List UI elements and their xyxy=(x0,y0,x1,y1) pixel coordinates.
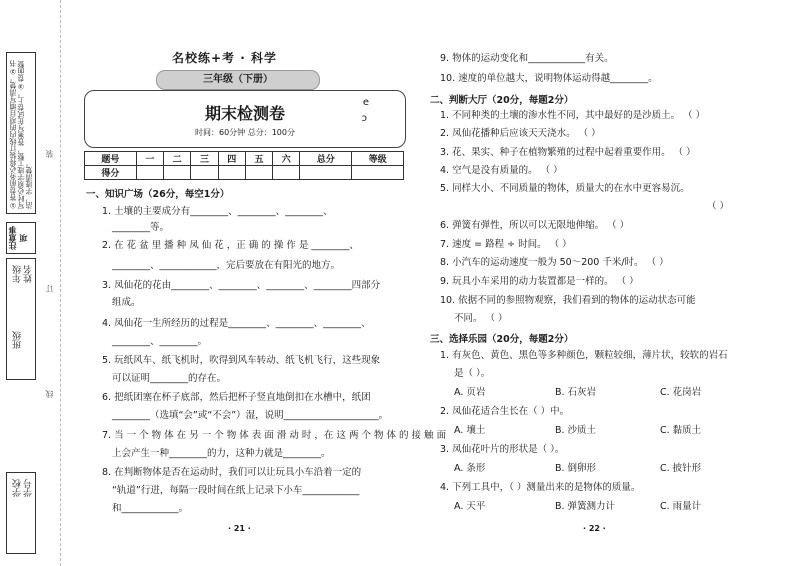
question-6-line-2: ________（选填“会”或“不会”）湿，说明____________________。 xyxy=(112,410,389,421)
judge-5-line-2: （ ） xyxy=(707,201,730,212)
student-info-box xyxy=(6,258,36,380)
judge-3: 3. 花、果实、种子在植物繁殖的过程中起着重要作用。 （ ） xyxy=(440,147,696,158)
question-8-line-2: “轨道”行进，每隔一段时间在纸上记录下小车____________ xyxy=(112,485,360,496)
score-table xyxy=(84,151,404,180)
score-cell[interactable] xyxy=(300,166,352,180)
question-4-line-2: ________、________。 xyxy=(112,336,208,347)
judge-5-line-1: 5. 同样大小、不同质量的物体，质量大的在水中更容易沉。 xyxy=(440,183,690,194)
question-2-line-2: ________、____________，完后要放在有阳光的地方。 xyxy=(112,260,341,271)
judge-6: 6. 弹簧有弹性，所以可以无限地伸缩。 （ ） xyxy=(440,220,630,231)
binding-strip xyxy=(0,0,61,566)
question-1-line-1: 1. 土壤的主要成分有________、________、________、 xyxy=(102,206,333,217)
notes-label: 注意事项 xyxy=(6,222,36,254)
score-cell: 题号 xyxy=(85,152,137,166)
side-mark-1: e xyxy=(362,97,369,108)
page-number-left: · 21 · xyxy=(228,524,251,533)
choice-1-option-c[interactable]: C. 花岗岩 xyxy=(660,387,702,398)
judge-2: 2. 凤仙花播种后应该天天浇水。 （ ） xyxy=(440,128,601,139)
choice-3: 3. 凤仙花叶片的形状是（ ）。 xyxy=(440,444,565,455)
judge-10-line-2: 不同。 （ ） xyxy=(454,313,508,324)
side-mark-2: ɔ xyxy=(361,113,367,124)
choice-1-option-a[interactable]: A. 页岩 xyxy=(454,387,486,398)
choice-2-option-c[interactable]: C. 黏质土 xyxy=(660,425,702,436)
score-cell: 总分 xyxy=(300,152,352,166)
score-cell: 六 xyxy=(273,152,300,166)
grade-pill: 三年级（下册） xyxy=(156,70,320,90)
score-cell: 五 xyxy=(245,152,272,166)
notes-box xyxy=(6,52,36,214)
score-cell: 得分 xyxy=(85,166,137,180)
judge-1: 1. 不同种类的土壤的渗水性不同，其中最好的是沙质土。 （ ） xyxy=(440,110,706,121)
score-header-row xyxy=(85,152,404,166)
score-cell[interactable] xyxy=(218,166,245,180)
brand-title: 名校练+考 · 科学 xyxy=(172,51,277,65)
notes-text: ①答卷前务必将装订线内的项目填写清楚。②书写时必须字迹工整，答案写在试卷上。③卷面整洁，字迹清楚。 xyxy=(9,60,33,209)
score-cell: 一 xyxy=(136,152,163,166)
score-cell[interactable] xyxy=(352,166,404,180)
student-no-label: 学号 xyxy=(24,479,34,497)
judge-8: 8. 小汽车的运动速度一般为 50～200 千米/时。 （ ） xyxy=(440,257,669,268)
binding-mark-1: 装 xyxy=(45,150,54,158)
choice-2-option-b[interactable]: B. 沙质土 xyxy=(555,425,597,436)
question-7-line-1: 7. 当 一 个 物 体 在 另 一 个 物 体 表 面 滑 动 时 ，在 这 两 个 物 体 的 接 触 面 xyxy=(102,430,447,441)
choice-4-option-c[interactable]: C. 雨量计 xyxy=(660,501,702,512)
choice-1-line-1: 1. 有灰色、黄色、黑色等多种颜色，颗粒较细，薄片状，较软的岩石 xyxy=(440,350,728,361)
score-cell[interactable] xyxy=(191,166,218,180)
page-number-right: · 22 · xyxy=(583,524,606,533)
section-2-heading: 二、判断大厅（20分，每题2分） xyxy=(430,95,574,106)
question-6-line-1: 6. 把纸团塞在杯子底部，然后把杯子竖直地倒扣在水槽中，纸团 xyxy=(102,392,371,403)
question-10: 10. 速度的单位越大，说明物体运动得越________。 xyxy=(440,73,658,84)
binding-mark-3: 线 xyxy=(45,390,54,398)
question-4-line-1: 4. 凤仙花一生所经历的过程是________、________、________、 xyxy=(102,318,371,329)
judge-9: 9. 玩具小车采用的动力装置都是一样的。 （ ） xyxy=(440,276,639,287)
choice-4: 4. 下列工具中，（ ）测量出来的是物体的质量。 xyxy=(440,482,641,493)
question-3-line-1: 3. 凤仙花的花由________、________、________、________四部分 xyxy=(102,280,381,291)
score-cell[interactable] xyxy=(164,166,191,180)
question-7-line-2: 上会产生一种________的力，这种力就是________。 xyxy=(112,448,331,459)
question-8-line-3: 和____________。 xyxy=(112,503,189,514)
choice-1-line-2: 是（ ）。 xyxy=(454,368,491,379)
choice-1-option-b[interactable]: B. 石灰岩 xyxy=(555,387,597,398)
score-cell: 四 xyxy=(218,152,245,166)
class-label: 班级 xyxy=(13,331,23,349)
score-value-row xyxy=(85,166,404,180)
school-info-box xyxy=(6,472,36,554)
question-5-line-1: 5. 玩纸风车、纸飞机时，吹得到风车转动、纸飞机飞行，这些现象 xyxy=(102,355,381,366)
question-3-line-2: 组成。 xyxy=(112,297,141,308)
grade-label: 年级 xyxy=(13,265,23,283)
question-8-line-1: 8. 在判断物体是否在运动时，我们可以让玩具小车沿着一定的 xyxy=(102,467,362,478)
score-cell[interactable] xyxy=(273,166,300,180)
title-box xyxy=(84,90,406,148)
score-cell[interactable] xyxy=(136,166,163,180)
question-1-line-2: ________等。 xyxy=(112,222,170,233)
section-1-heading: 一、知识广场（26分，每空1分） xyxy=(86,189,230,200)
choice-2: 2. 凤仙花适合生长在（ ）中。 xyxy=(440,406,570,417)
section-3-heading: 三、选择乐园（20分，每题2分） xyxy=(430,334,574,345)
binding-mark-2: 订 xyxy=(45,285,54,293)
score-cell: 二 xyxy=(164,152,191,166)
question-5-line-2: 可以证明________的存在。 xyxy=(112,373,227,384)
judge-10-line-1: 10. 依据不同的参照物观察，我们看到的物体的运动状态可能 xyxy=(440,295,696,306)
exam-meta: 时间：60分钟 总分：100分 xyxy=(195,128,295,137)
question-2-line-1: 2. 在 花 盆 里 播 种 凤 仙 花 ，正 确 的 操 作 是 ________、 xyxy=(102,240,359,251)
judge-7: 7. 速度 = 路程 ÷ 时间。 （ ） xyxy=(440,239,572,250)
choice-4-option-a[interactable]: A. 天平 xyxy=(454,501,486,512)
school-label: 学校 xyxy=(13,479,23,497)
choice-3-option-c[interactable]: C. 披针形 xyxy=(660,463,702,474)
choice-4-option-b[interactable]: B. 弹簧测力计 xyxy=(555,501,616,512)
name-label: 姓名 xyxy=(24,265,34,283)
score-cell: 三 xyxy=(191,152,218,166)
judge-4: 4. 空气是没有质量的。 （ ） xyxy=(440,165,563,176)
exam-title: 期末检测卷 xyxy=(204,104,285,123)
question-9: 9. 物体的运动变化和____________有关。 xyxy=(440,53,614,64)
score-cell: 等级 xyxy=(352,152,404,166)
choice-3-option-b[interactable]: B. 倒卵形 xyxy=(555,463,597,474)
choice-2-option-a[interactable]: A. 壤土 xyxy=(454,425,486,436)
score-cell[interactable] xyxy=(245,166,272,180)
choice-3-option-a[interactable]: A. 条形 xyxy=(454,463,486,474)
